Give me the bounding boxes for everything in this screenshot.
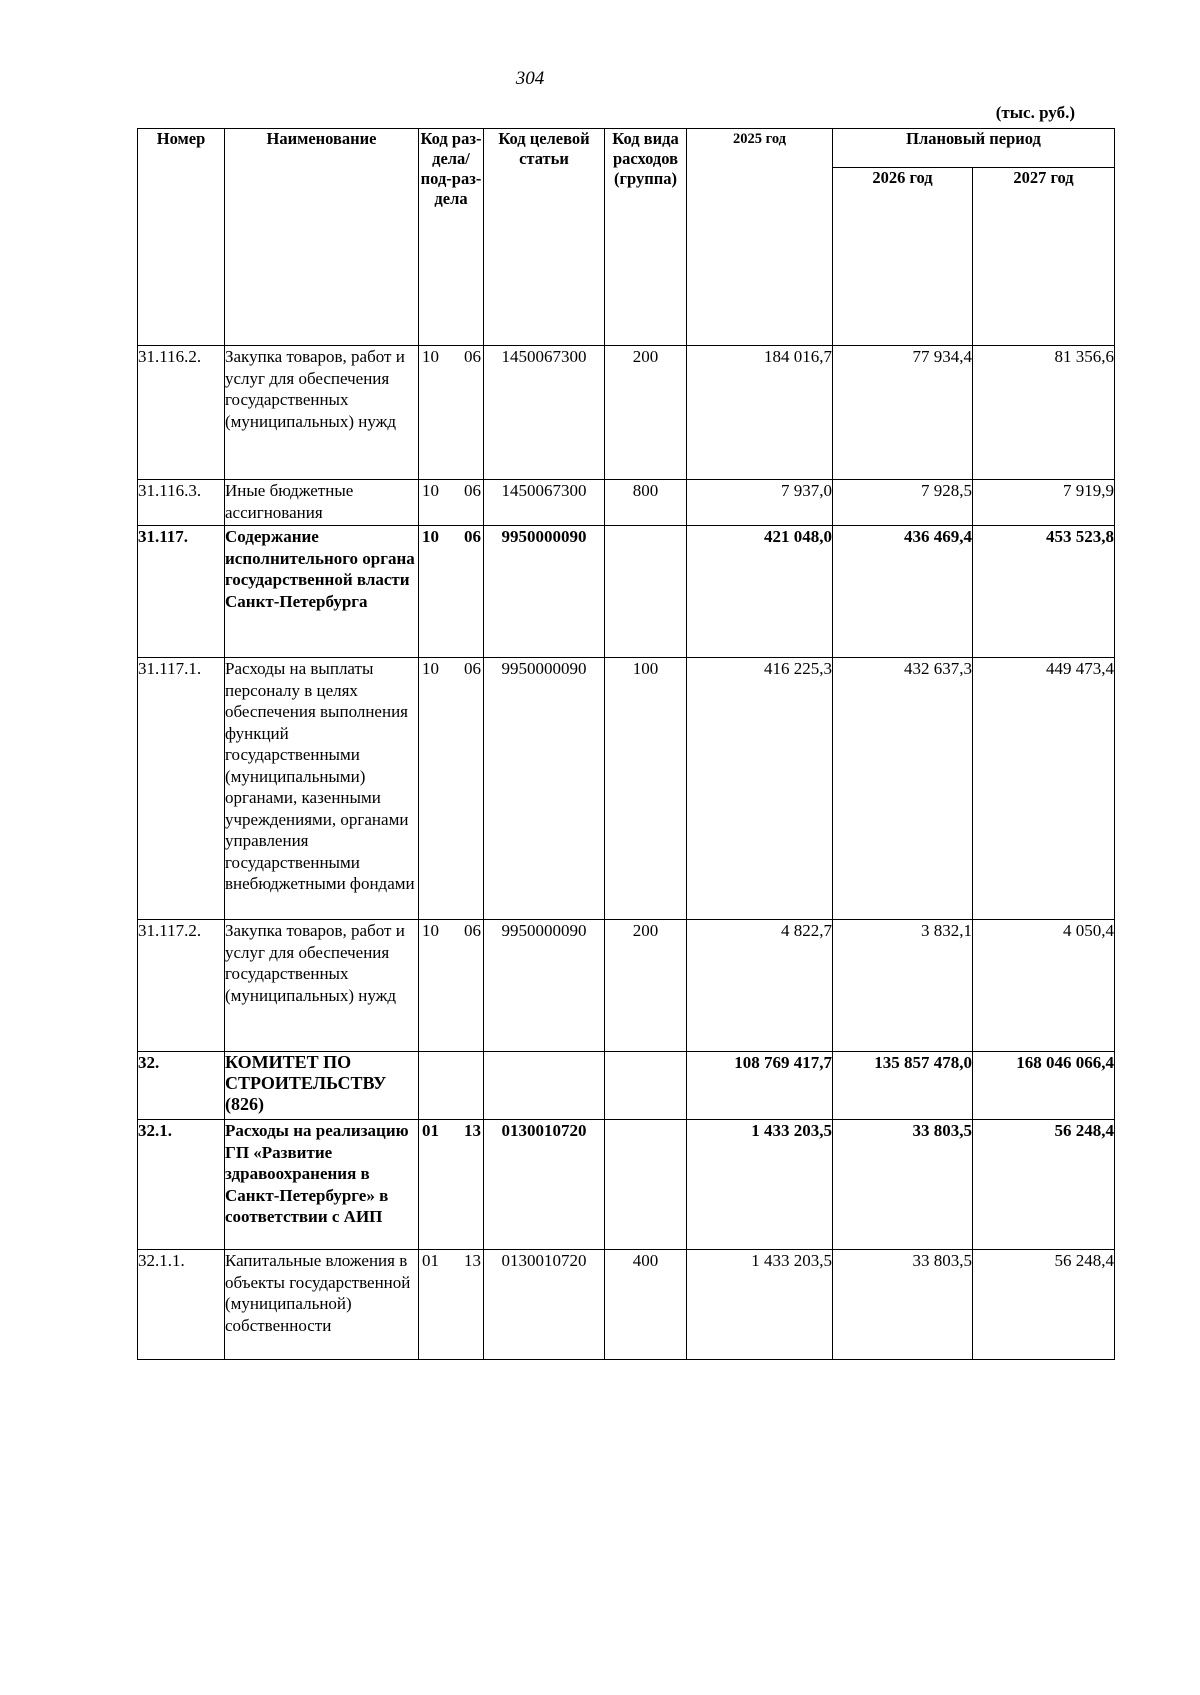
section-code: 10 xyxy=(422,921,439,940)
row-number: 31.117.2. xyxy=(138,920,225,1052)
budget-table xyxy=(137,128,1115,1360)
table-row xyxy=(138,346,1115,480)
table-row xyxy=(138,1052,1115,1120)
row-name: Иные бюджетные ассигнования xyxy=(225,480,419,526)
row-amount-2026: 33 803,5 xyxy=(833,1120,973,1250)
section-code: 10 xyxy=(422,659,439,678)
row-amount-2026: 3 832,1 xyxy=(833,920,973,1052)
row-number: 31.117.1. xyxy=(138,658,225,920)
row-group-code: 100 xyxy=(605,658,687,920)
row-amount-2026: 432 637,3 xyxy=(833,658,973,920)
subsection-code: 13 xyxy=(464,1121,481,1140)
row-amount-2027: 81 356,6 xyxy=(973,346,1115,480)
row-section-code xyxy=(419,1250,484,1360)
row-amount-2026: 77 934,4 xyxy=(833,346,973,480)
row-name: Закупка товаров, работ и услуг для обеспечения государственных (муниципальных) нужд xyxy=(225,346,419,480)
section-code-pair xyxy=(419,526,483,548)
header-2026: 2026 год xyxy=(833,168,973,346)
row-name: Содержание исполнительного органа государственной власти Санкт-Петербурга xyxy=(225,526,419,658)
row-number: 32.1. xyxy=(138,1120,225,1250)
header-2027: 2027 год xyxy=(973,168,1115,346)
row-target-code: 1450067300 xyxy=(484,346,605,480)
table-row xyxy=(138,658,1115,920)
row-section-code xyxy=(419,1120,484,1250)
row-amount-2026: 436 469,4 xyxy=(833,526,973,658)
row-group-code: 200 xyxy=(605,920,687,1052)
row-section-code xyxy=(419,658,484,920)
subsection-code: 06 xyxy=(464,659,481,678)
row-number: 31.117. xyxy=(138,526,225,658)
row-amount-2025: 1 433 203,5 xyxy=(687,1120,833,1250)
row-section-code xyxy=(419,526,484,658)
header-2025: 2025 год xyxy=(687,129,833,346)
row-section-code xyxy=(419,480,484,526)
header-name: Наименование xyxy=(225,129,419,346)
row-amount-2026: 33 803,5 xyxy=(833,1250,973,1360)
row-name: Расходы на реализацию ГП «Развитие здравоохранения в Санкт-Петербурге» в соответствии с АИП xyxy=(225,1120,419,1250)
row-section-code xyxy=(419,1052,484,1120)
section-code-pair xyxy=(419,1120,483,1142)
row-amount-2027: 56 248,4 xyxy=(973,1250,1115,1360)
subsection-code: 13 xyxy=(464,1251,481,1270)
table-header xyxy=(138,129,1115,346)
section-code-pair xyxy=(419,346,483,368)
row-amount-2026: 135 857 478,0 xyxy=(833,1052,973,1120)
row-number: 32.1.1. xyxy=(138,1250,225,1360)
header-number: Номер xyxy=(138,129,225,346)
row-target-code xyxy=(484,1052,605,1120)
row-amount-2027: 449 473,4 xyxy=(973,658,1115,920)
page-number: 304 xyxy=(515,68,545,89)
row-group-code xyxy=(605,1120,687,1250)
row-target-code: 0130010720 xyxy=(484,1120,605,1250)
row-amount-2027: 168 046 066,4 xyxy=(973,1052,1115,1120)
row-number: 31.116.3. xyxy=(138,480,225,526)
row-amount-2027: 56 248,4 xyxy=(973,1120,1115,1250)
row-target-code: 9950000090 xyxy=(484,920,605,1052)
section-code-pair xyxy=(419,920,483,942)
row-target-code: 9950000090 xyxy=(484,658,605,920)
row-name: Расходы на выплаты персоналу в целях обеспечения выполнения функций государственными (муниципальными) органами, казенными учреждениями, органами управления государственными внебюджетными фондами xyxy=(225,658,419,920)
table-row xyxy=(138,526,1115,658)
row-amount-2027: 453 523,8 xyxy=(973,526,1115,658)
row-amount-2026: 7 928,5 xyxy=(833,480,973,526)
row-group-code: 400 xyxy=(605,1250,687,1360)
row-group-code xyxy=(605,526,687,658)
row-amount-2025: 184 016,7 xyxy=(687,346,833,480)
table-row xyxy=(138,920,1115,1052)
row-target-code: 0130010720 xyxy=(484,1250,605,1360)
table-row xyxy=(138,1250,1115,1360)
row-group-code: 800 xyxy=(605,480,687,526)
section-code: 01 xyxy=(422,1251,439,1270)
row-amount-2025: 421 048,0 xyxy=(687,526,833,658)
row-name: КОМИТЕТ ПО СТРОИТЕЛЬСТВУ (826) xyxy=(225,1052,419,1120)
row-amount-2027: 7 919,9 xyxy=(973,480,1115,526)
row-target-code: 9950000090 xyxy=(484,526,605,658)
row-number: 31.116.2. xyxy=(138,346,225,480)
subsection-code: 06 xyxy=(464,527,481,546)
row-amount-2025: 7 937,0 xyxy=(687,480,833,526)
section-code: 10 xyxy=(422,347,439,366)
row-section-code xyxy=(419,920,484,1052)
header-group-code: Код вида расходов (группа) xyxy=(605,129,687,346)
header-section-code: Код раз-дела/ под-раз-дела xyxy=(419,129,484,346)
row-amount-2025: 416 225,3 xyxy=(687,658,833,920)
table-row xyxy=(138,1120,1115,1250)
row-section-code xyxy=(419,346,484,480)
row-target-code: 1450067300 xyxy=(484,480,605,526)
row-amount-2025: 4 822,7 xyxy=(687,920,833,1052)
section-code-pair xyxy=(419,480,483,502)
subsection-code: 06 xyxy=(464,921,481,940)
subsection-code: 06 xyxy=(464,347,481,366)
header-planned-period: Плановый период xyxy=(833,129,1115,168)
table-row xyxy=(138,480,1115,526)
row-amount-2027: 4 050,4 xyxy=(973,920,1115,1052)
row-name: Капитальные вложения в объекты государственной (муниципальной) собственности xyxy=(225,1250,419,1360)
row-number: 32. xyxy=(138,1052,225,1120)
table-body xyxy=(138,346,1115,1360)
subsection-code: 06 xyxy=(464,481,481,500)
section-code: 10 xyxy=(422,527,439,546)
header-target-code: Код целевой статьи xyxy=(484,129,605,346)
section-code-pair xyxy=(419,658,483,680)
section-code-pair xyxy=(419,1250,483,1272)
row-name: Закупка товаров, работ и услуг для обеспечения государственных (муниципальных) нужд xyxy=(225,920,419,1052)
section-code: 01 xyxy=(422,1121,439,1140)
section-code: 10 xyxy=(422,481,439,500)
row-amount-2025: 1 433 203,5 xyxy=(687,1250,833,1360)
row-group-code xyxy=(605,1052,687,1120)
units-label: (тыс. руб.) xyxy=(995,103,1075,122)
row-group-code: 200 xyxy=(605,346,687,480)
row-amount-2025: 108 769 417,7 xyxy=(687,1052,833,1120)
